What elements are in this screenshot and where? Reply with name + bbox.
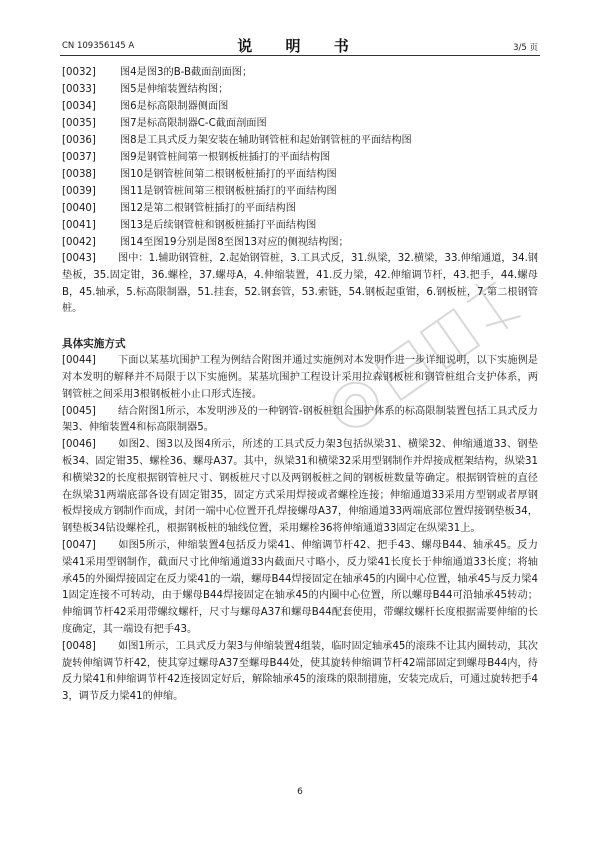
paragraph-text: 如图1所示，工具式反力架3与伸缩装置4组装，临时固定轴承45的滚珠不让其内圈转动，其次旋转伸缩调节杆42，使其穿过螺母A37至螺母B44处，使其旋转伸缩调节杆42端部固定到螺母B44内，待反力梁41和伸缩调节杆42连接固定好后，解除轴承45的滚珠的限制措施，安装完成后，可通过旋转把手43，调节反力梁41的伸缩。 (62, 640, 538, 703)
paragraph-tag: [0044] (62, 355, 96, 367)
paragraph-tag: [0046] (62, 439, 96, 451)
figure-desc-text: 图4是图3的B-B截面剖面图； (120, 67, 253, 78)
figure-desc-0033 (62, 81, 538, 98)
figure-desc-0041 (62, 217, 538, 234)
figure-desc-0040 (62, 200, 538, 217)
paragraph-0045 (62, 404, 538, 438)
paragraph-text: 结合附图1所示，本发明涉及的一种钢管-钢板桩组合围护体系的标高限制装置包括工具式反力架3、伸缩装置4和标高限制器5。 (62, 405, 538, 434)
document-body (62, 64, 538, 706)
figure-desc-text: 图7是标高限制器C-C截面剖面图 (120, 118, 267, 129)
paragraph-tag: [0043] (62, 253, 96, 264)
paragraph-tag: [0047] (62, 539, 96, 551)
figure-desc-text: 图10是钢管桩间第二根钢板桩插打的平面结构图 (120, 169, 337, 180)
paragraph-0043 (62, 251, 538, 318)
paragraph-tag: [0035] (62, 118, 96, 129)
figure-desc-text: 图14至图19分别是图8至图13对应的侧视结构图； (120, 237, 349, 248)
paragraph-0044 (62, 353, 538, 403)
figure-desc-0035 (62, 115, 538, 132)
page-number: 6 (297, 787, 303, 797)
document-title: 说 明 书 (237, 37, 363, 55)
paragraph-tag: [0033] (62, 84, 96, 95)
paragraph-text: 下面以某基坑围护工程为例结合附图并通过实施例对本发明作进一步详细说明，以下实施例是对本发明的解释并不局限于以下实施例。某基坑围护工程设计采用拉森钢板桩和钢管桩组合支护体系，两钢管桩之间采用3根钢板桩小止口形式连接。 (62, 355, 538, 400)
figure-desc-text: 图12是第二根钢管桩插打的平面结构图 (120, 203, 296, 214)
figure-desc-0039 (62, 183, 538, 200)
paragraph-tag: [0032] (62, 67, 96, 78)
header-rule (60, 55, 540, 56)
figure-desc-0037 (62, 149, 538, 166)
section-heading: 具体实施方式 (62, 338, 126, 351)
figure-desc-0034 (62, 98, 538, 115)
figure-desc-text: 图11是钢管桩间第三根钢板桩插打的平面结构图 (120, 186, 337, 197)
paragraph-tag: [0037] (62, 152, 96, 163)
figure-desc-0038 (62, 166, 538, 183)
paragraph-tag: [0040] (62, 203, 96, 214)
figure-desc-text: 图6是标高限制器侧面图 (120, 101, 229, 112)
paragraph-tag: [0048] (62, 640, 96, 652)
figure-desc-text: 图13是后续钢管桩和钢板桩插打平面结构图 (120, 220, 317, 231)
figure-desc-0032 (62, 64, 538, 81)
paragraph-tag: [0038] (62, 169, 96, 180)
paragraph-tag: [0042] (62, 237, 96, 248)
paragraph-tag: [0034] (62, 101, 96, 112)
paragraph-0048 (62, 639, 538, 706)
paragraph-text: 如图5所示，伸缩装置4包括反力梁41、伸缩调节杆42、把手43、螺母B44、轴承45。反力梁41采用型钢制作，截面尺寸比伸缩通道33内截面尺寸略小，反力梁41长度长于伸缩通道33长度；将轴承45的外圈焊接固定在反力梁41的一端，螺母B44焊接固定在轴承45的内圈中心位置，轴承45与反力梁41固定连接不可转动，由于螺母B44焊接固定在轴承45的内圈中心位置，所以螺母B44可沿轴承45转动；伸缩调节杆42采用带螺纹螺杆，尺寸与螺母A37和螺母B44配套使用，带螺纹螺杆长度根据需要伸缩的长度确定，其一端设有把手43。 (62, 539, 538, 635)
paragraph-tag: [0041] (62, 220, 96, 231)
figure-desc-0042 (62, 234, 538, 251)
paragraph-tag: [0045] (62, 405, 96, 417)
paragraph-0046 (62, 437, 538, 538)
figure-desc-text: 图9是钢管桩间第一根钢板桩插打的平面结构图 (120, 152, 331, 163)
paragraph-tag: [0036] (62, 135, 96, 146)
figure-desc-text: 图8是工具式反力架安装在辅助钢管桩和起始钢管桩的平面结构图 (120, 135, 412, 146)
patent-number: CN 109356145 A (62, 41, 135, 51)
paragraph-tag: [0039] (62, 186, 96, 197)
page-indicator: 3/5 页 (513, 43, 538, 53)
paragraph-0047 (62, 538, 538, 639)
paragraph-text: 图中：1.辅助钢管桩，2.起始钢管桩，3.工具式反，31.纵梁，32.横梁，33.伸缩通道，34.钢垫板，35.固定钳，36.螺栓，37.螺母A，4.伸缩装置，41.反力梁，42.伸缩调节杆，43.把手，44.螺母B，45.轴承，5.标高限制器，51.挂套，52.钢套管，53.索链，54.钢板起重钳，6.钢板桩，7.第二根钢管桩。 (62, 253, 538, 315)
figure-desc-text: 图5是伸缩装置结构图； (120, 84, 229, 95)
paragraph-text: 如图2、图3以及图4所示，所述的工具式反力架3包括纵梁31、横梁32、伸缩通道33、钢垫板34、固定钳35、螺栓36、螺母A37。其中，纵梁31和横梁32采用型钢制作并焊接成框架结构，纵梁31和横梁32的长度根据钢管桩尺寸、钢板桩尺寸以及两钢板桩之间的钢板桩数量等确定。根据钢管桩的直径在纵梁31两端底部各设有固定钳35，固定方式采用焊接或者螺栓连接；伸缩通道33采用方型钢或者厚钢板焊接成方钢制作而成，封闭一端中心位置开孔焊接螺母A37，伸缩通道33两端底部位置焊接钢垫板34，钢垫板34钻设螺栓孔，根据钢板桩的轴线位置，采用螺栓36将伸缩通道33固定在纵梁31上。 (62, 439, 538, 535)
figure-desc-0036 (62, 132, 538, 149)
